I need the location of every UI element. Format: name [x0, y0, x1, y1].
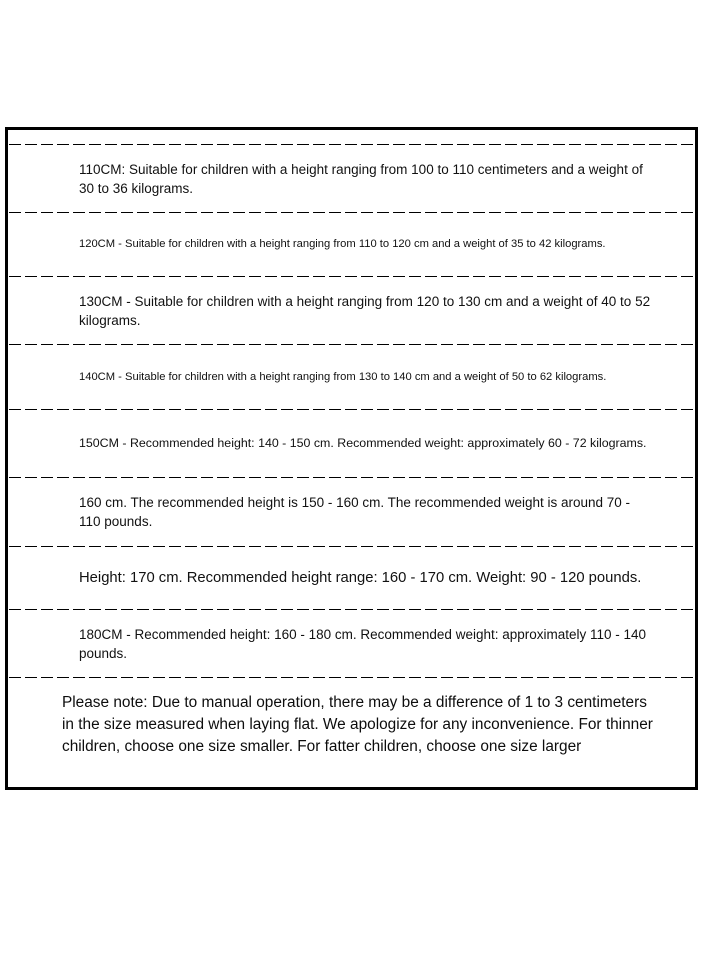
- top-spacer: [8, 130, 695, 144]
- size-row-text: 130CM - Suitable for children with a height ranging from 120 to 130 cm and a weight of 40 to 52 kilograms.: [79, 293, 651, 328]
- note-text: Please note: Due to manual operation, there may be a difference of 1 to 3 centimeters in the size measured when laying flat. We apologize for any inconvenience. For thinner children, choose one size smaller. For fatter children, choose one size larger: [62, 694, 653, 755]
- size-row-text: 140CM - Suitable for children with a height ranging from 130 to 140 cm and a weight of 50 to 62 kilograms.: [79, 370, 607, 383]
- note-row: [8, 678, 695, 787]
- size-row-170cm: [8, 547, 695, 609]
- size-row-110cm: [8, 145, 695, 212]
- size-row-140cm: [8, 345, 695, 409]
- size-row-150cm: [8, 410, 695, 477]
- size-row-160cm: [8, 478, 695, 546]
- size-row-text: 120CM - Suitable for children with a height ranging from 110 to 120 cm and a weight of 35 to 42 kilograms.: [79, 238, 606, 250]
- size-row-text: 160 cm. The recommended height is 150 - 160 cm. The recommended weight is around 70 - 110 pounds.: [79, 495, 631, 529]
- size-row-130cm: [8, 277, 695, 344]
- size-row-text: 110CM: Suitable for children with a height ranging from 100 to 110 centimeters and a weight of 30 to 36 kilograms.: [79, 161, 643, 196]
- size-chart-box: [5, 127, 698, 790]
- size-row-120cm: [8, 213, 695, 276]
- size-row-text: 150CM - Recommended height: 140 - 150 cm. Recommended weight: approximately 60 - 72 kilograms.: [79, 436, 647, 450]
- size-row-text: Height: 170 cm. Recommended height range: 160 - 170 cm. Weight: 90 - 120 pounds.: [79, 570, 642, 586]
- size-row-180cm: [8, 610, 695, 677]
- size-row-text: 180CM - Recommended height: 160 - 180 cm. Recommended weight: approximately 110 - 140 pounds.: [79, 626, 647, 661]
